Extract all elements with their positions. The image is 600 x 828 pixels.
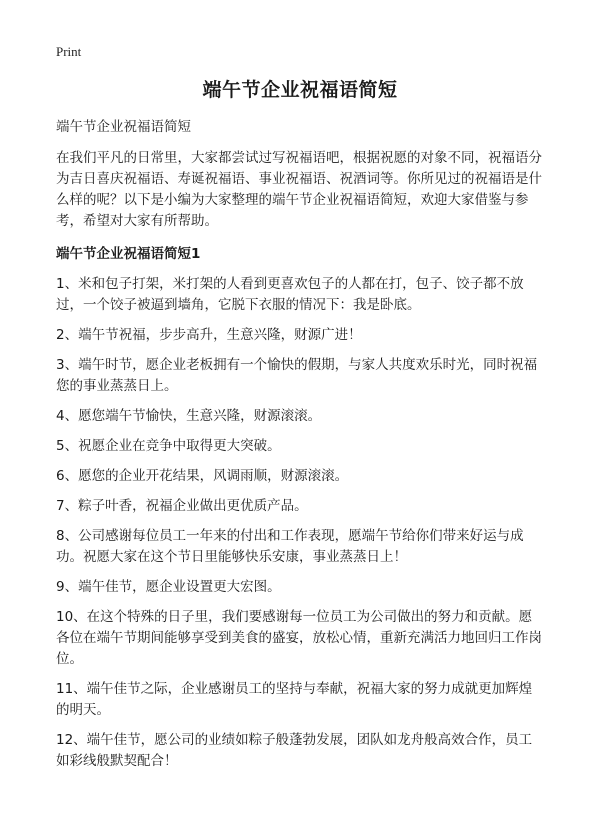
list-item: 2、端午节祝福，步步高升，生意兴隆，财源广进！ <box>56 327 362 343</box>
list-item: 8、公司感谢每位员工一年来的付出和工作表现，愿端午节给你们带来好运与成功。祝愿大家在这个节日里能够快乐安康，事业蒸蒸日上！ <box>56 528 524 565</box>
list-item: 3、端午时节，愿企业老板拥有一个愉快的假期，与家人共度欢乐时光，同时祝福您的事业蒸蒸日上。 <box>56 357 538 394</box>
list-item: 1、米和包子打架，米打架的人看到更喜欢包子的人都在打，包子、饺子都不放过，一个饺子被逼到墙角，它脱下衣服的情况下：我是卧底。 <box>56 276 524 313</box>
page-subtitle: 端午节企业祝福语简短 <box>56 119 191 135</box>
list-item: 5、祝愿企业在竞争中取得更大突破。 <box>56 438 281 454</box>
print-link[interactable]: Print <box>56 44 82 59</box>
page-title: 端午节企业祝福语简短 <box>202 79 398 101</box>
list-item: 10、在这个特殊的日子里，我们要感谢每一位员工为公司做出的努力和贡献。愿各位在端午节期间能够享受到美食的盛宴，放松心情，重新充满活力地回归工作岗位。 <box>56 609 542 667</box>
list-item: 6、愿您的企业开花结果，风调雨顺，财源滚滚。 <box>56 468 349 484</box>
list-item: 9、端午佳节，愿企业设置更大宏图。 <box>56 579 281 595</box>
intro-paragraph: 在我们平凡的日常里，大家都尝试过写祝福语吧，根据祝愿的对象不同，祝福语分为吉日喜庆祝福语、寿诞祝福语、事业祝福语、祝酒词等。你所见过的祝福语是什么样的呢？以下是小编为大家整理的端午节企业祝福语简短，欢迎大家借鉴与参考，希望对大家有所帮助。 <box>56 150 542 229</box>
list-item: 7、粽子叶香，祝福企业做出更优质产品。 <box>56 498 308 514</box>
list-item: 11、端午佳节之际，企业感谢员工的坚持与奉献，祝福大家的努力成就更加辉煌的明天。 <box>56 681 533 718</box>
list-item: 4、愿您端午节愉快，生意兴隆，财源滚滚。 <box>56 408 322 424</box>
section-heading: 端午节企业祝福语简短1 <box>56 246 201 262</box>
list-item: 12、端午佳节，愿公司的业绩如粽子般蓬勃发展，团队如龙舟般高效合作，员工如彩线般默契配合！ <box>56 732 533 769</box>
